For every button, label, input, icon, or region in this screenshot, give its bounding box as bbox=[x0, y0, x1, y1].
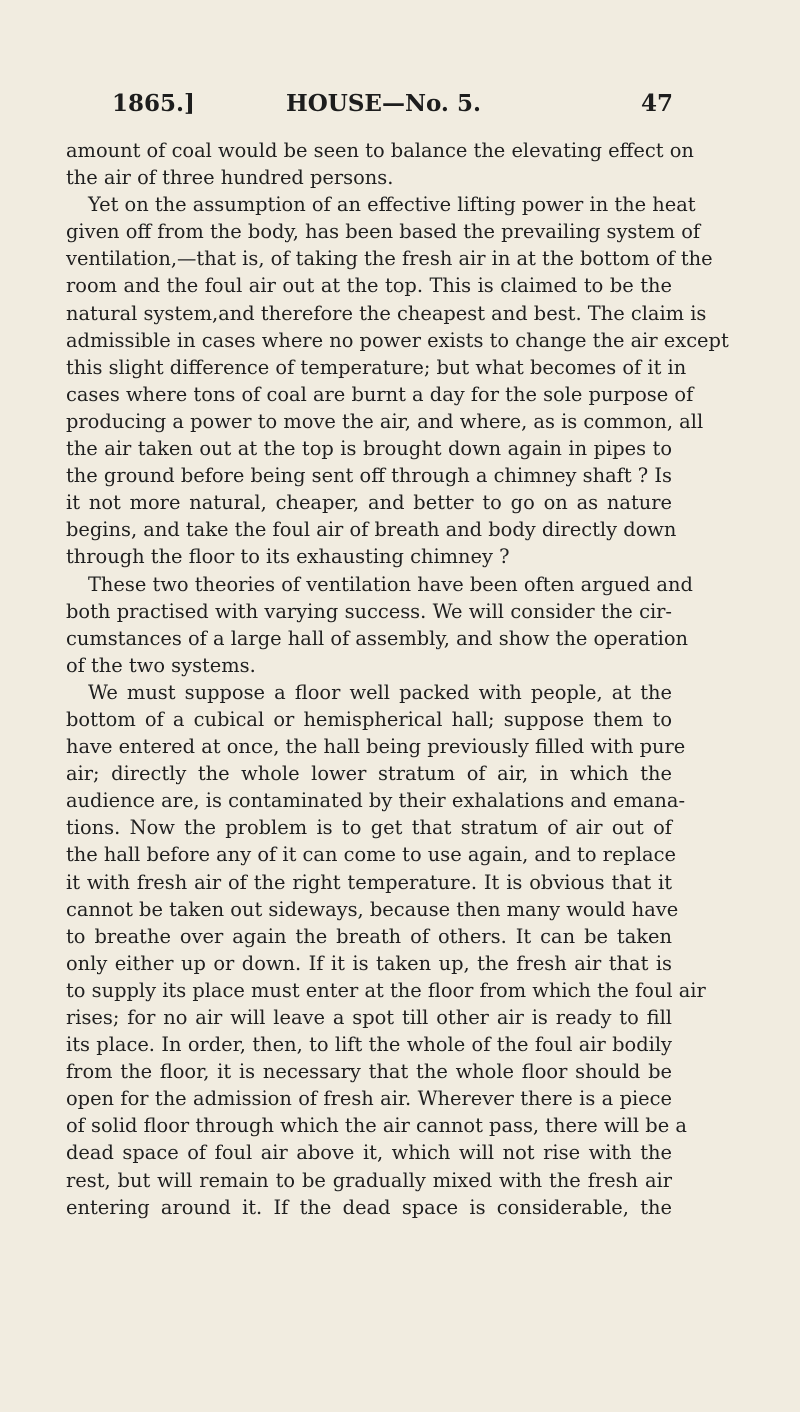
text-line: of the two systems. bbox=[66, 653, 256, 677]
text-line: We must suppose a floor well packed with people, at the bbox=[88, 680, 672, 704]
text-line: given off from the body, has been based the prevailing system of bbox=[66, 220, 701, 244]
text-line: cumstances of a large hall of assembly, and show the operation bbox=[66, 626, 689, 650]
text-line: producing a power to move the air, and where, as is common, all bbox=[66, 409, 704, 433]
text-line: only either up or down. If it is taken up, the fresh air that is bbox=[66, 951, 672, 975]
text-line: rest, but will remain to be gradually mixed with the fresh air bbox=[66, 1168, 672, 1192]
text-line: the air taken out at the top is brought down again in pipes to bbox=[66, 437, 672, 461]
text-line: air; directly the whole lower stratum of air, in which the bbox=[66, 762, 672, 786]
text-line: audience are, is contaminated by their exhalations and emana- bbox=[66, 789, 685, 813]
text-line: dead space of foul air above it, which will not rise with the bbox=[66, 1141, 672, 1165]
text-line: ventilation,—that is, of taking the fresh air in at the bottom of the bbox=[66, 247, 713, 271]
text-line: entering around it. If the dead space is considerable, the bbox=[66, 1195, 672, 1219]
header-year: 1865.] bbox=[112, 90, 195, 117]
text-line: its place. In order, then, to lift the whole of the foul air bodily bbox=[66, 1033, 672, 1057]
text-line: the ground before being sent off through a chimney shaft ? Is bbox=[66, 464, 672, 488]
text-line: from the floor, it is necessary that the whole floor should be bbox=[66, 1060, 672, 1084]
text-line: it with fresh air of the right temperature. It is obvious that it bbox=[66, 870, 672, 894]
text-line: These two theories of ventilation have been often argued and bbox=[88, 572, 693, 596]
text-line: open for the admission of fresh air. Wherever there is a piece bbox=[66, 1087, 672, 1111]
text-line: to supply its place must enter at the floor from which the foul air bbox=[66, 978, 706, 1002]
text-line: cases where tons of coal are burnt a day for the sole purpose of bbox=[66, 382, 694, 406]
text-line: the hall before any of it can come to use again, and to replace bbox=[66, 843, 676, 867]
text-line: rises; for no air will leave a spot till other air is ready to fill bbox=[66, 1006, 672, 1029]
text-line: have entered at once, the hall being previously filled with pure bbox=[66, 735, 686, 759]
text-line: begins, and take the foul air of breath and body directly down bbox=[66, 518, 677, 542]
running-header bbox=[112, 90, 673, 124]
text-line: to breathe over again the breath of others. It can be taken bbox=[66, 924, 672, 948]
text-line: cannot be taken out sideways, because then many would have bbox=[66, 897, 679, 921]
text-line: it not more natural, cheaper, and better to go on as nature bbox=[66, 491, 672, 515]
text-line: the air of three hundred persons. bbox=[66, 166, 394, 190]
text-line: bottom of a cubical or hemispherical hall; suppose them to bbox=[66, 707, 672, 731]
text-line: admissible in cases where no power exists to change the air except bbox=[66, 328, 729, 352]
text-line: both practised with varying success. We will consider the cir- bbox=[66, 599, 672, 623]
text-line: this slight difference of temperature; but what becomes of it in bbox=[66, 355, 687, 379]
text-line: Yet on the assumption of an effective lifting power in the heat bbox=[88, 193, 696, 217]
text-line: tions. Now the problem is to get that stratum of air out of bbox=[66, 816, 672, 840]
header-title: HOUSE—No. 5. bbox=[286, 90, 481, 117]
text-line: of solid floor through which the air cannot pass, there will be a bbox=[66, 1114, 687, 1138]
text-line: amount of coal would be seen to balance the elevating effect on bbox=[66, 139, 694, 162]
text-line: through the floor to its exhausting chimney ? bbox=[66, 545, 510, 569]
body-text bbox=[66, 137, 729, 1221]
text-line: natural system,and therefore the cheapest and best. The claim is bbox=[66, 301, 707, 325]
text-line: room and the foul air out at the top. This is claimed to be the bbox=[66, 274, 672, 298]
page-number: 47 bbox=[640, 90, 673, 117]
